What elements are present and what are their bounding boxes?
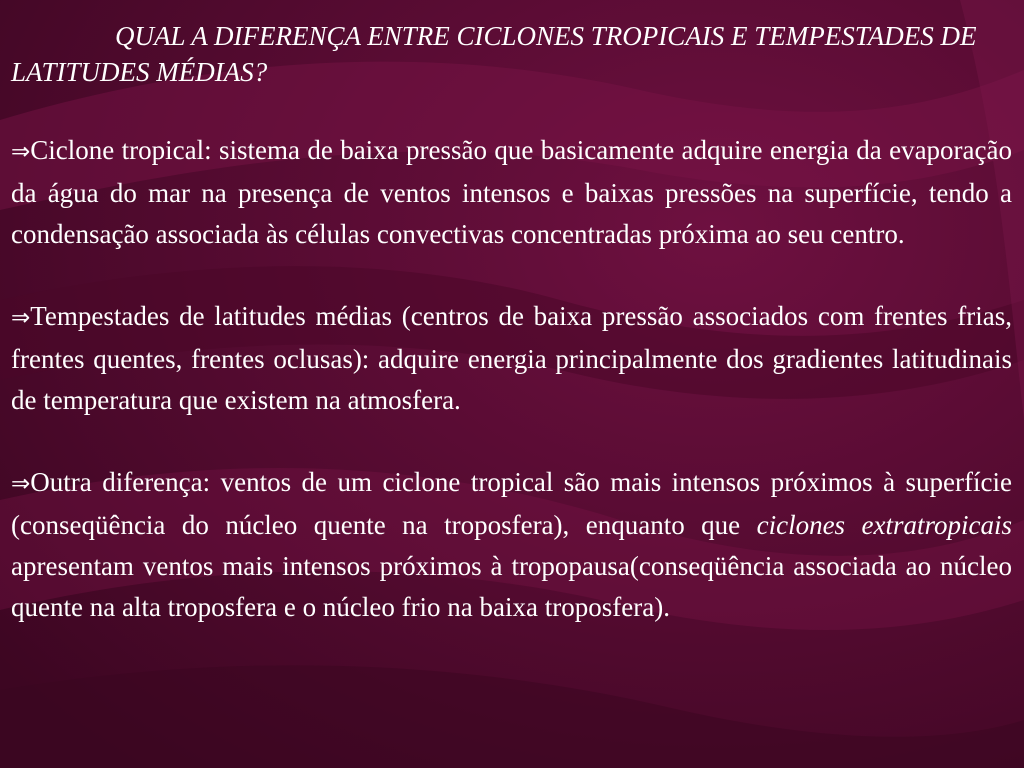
paragraph-midlatitude-storms — [11, 296, 1012, 421]
paragraph-text-after: apresentam ventos mais intensos próximos à tropopausa(conseqüência associada ao núcleo quente na alta troposfera e o núcleo frio na baixa troposfera). — [11, 551, 1012, 622]
paragraph-text: Tempestades de latitudes médias (centros de baixa pressão associados com frentes frias, frentes quentes, frentes oclusas): adquire energia principalmente dos gradientes latitudinais de temperatura que existem na atmosfera. — [11, 301, 1012, 415]
slide-content — [11, 18, 1012, 628]
paragraph-text-before: Outra diferença: ventos de um ciclone tropical são mais intensos próximos à superfície (conseqüência do núcleo quente na troposfera), enquanto que — [11, 467, 1012, 540]
double-right-arrow-icon: ⇒ — [11, 471, 31, 497]
double-right-arrow-icon: ⇒ — [11, 305, 31, 331]
double-right-arrow-icon: ⇒ — [11, 139, 31, 165]
paragraph-tropical-cyclone — [11, 130, 1012, 255]
paragraph-text: Ciclone tropical: sistema de baixa pressão que basicamente adquire energia da evaporação da água do mar na presença de ventos intensos e baixas pressões na superfície, tendo a condensação associada às células convectivas concentradas próxima ao seu centro. — [11, 135, 1012, 249]
paragraph-text-italic: ciclones extratropicais — [756, 510, 1012, 540]
paragraph-other-difference — [11, 462, 1012, 628]
slide-title: QUAL A DIFERENÇA ENTRE CICLONES TROPICAIS E TEMPESTADES DE LATITUDES MÉDIAS? — [11, 21, 977, 87]
